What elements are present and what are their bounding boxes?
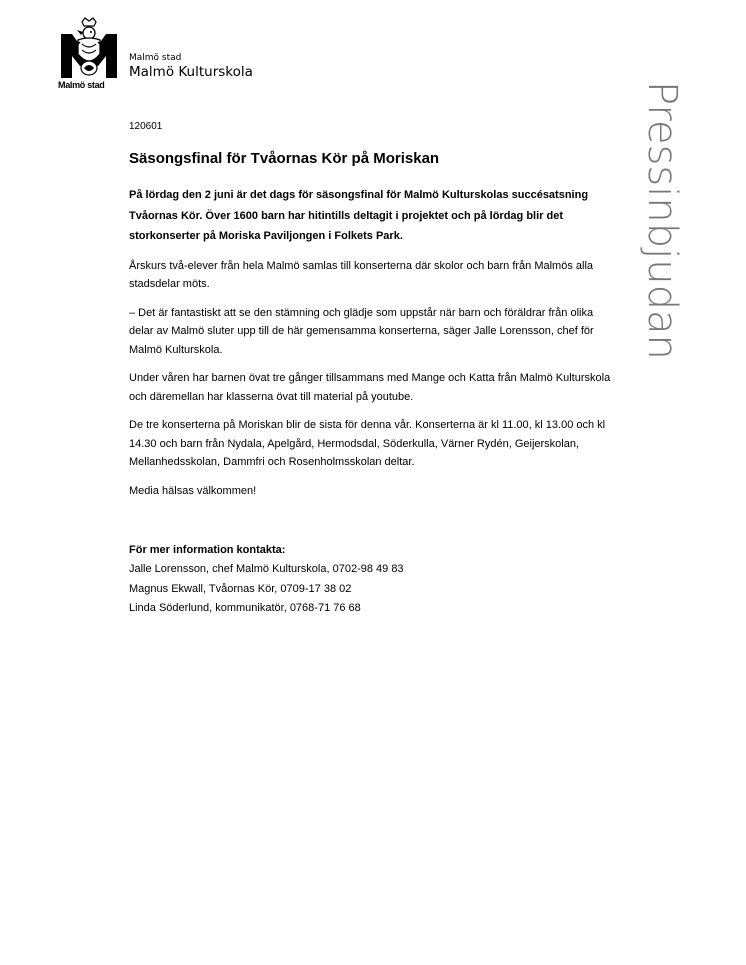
ingress: På lördag den 2 juni är det dags för säsongsfinal för Malmö Kulturskolas succésatsning Tvåornas Kör. Över 1600 barn har hitintills deltagit i projektet och på lördag blir det storkonserter på Moriska Paviljongen i Folkets Park.: [129, 189, 589, 242]
contact-heading: För mer information kontakta:: [129, 544, 286, 556]
document-type-label: Pressinbjudan: [639, 81, 685, 360]
press-release-body: [129, 121, 619, 619]
organization-header: [129, 53, 253, 80]
logo-wordmark: Malmö stad: [58, 80, 105, 90]
org-city: Malmö stad: [129, 53, 182, 63]
headline: Säsongsfinal för Tvåornas Kör på Moriskan: [129, 150, 440, 167]
org-department: Malmö Kulturskola: [129, 64, 253, 80]
paragraph: – Det är fantastiskt att se den stämning och glädje som uppstår när barn och föräldrar från olika delar av Malmö sluter upp till de här gemensamma konserterna, säger Jalle Lorensson, chef för Malmö Kulturskola.: [129, 306, 594, 356]
paragraph: Årskurs två-elever från hela Malmö samlas till konserterna där skolor och barn från Malmös alla stadsdelar möts.: [129, 259, 594, 290]
release-date: 120601: [129, 121, 163, 132]
contact-line: Jalle Lorensson, chef Malmö Kulturskola, 0702-98 49 83: [129, 563, 404, 575]
spacer: [129, 510, 619, 541]
paragraph: De tre konserterna på Moriskan blir de sista för denna vår. Konserterna är kl 11.00, kl 13.00 och kl 14.30 och barn från Nydala, Apelgård, Hermodsdal, Söderkulla, Värner Rydén, Geijerskolan, Mellanhedsskolan, Dammfri och Rosenholmsskolan deltar.: [129, 419, 606, 468]
contact-section: [129, 541, 619, 619]
malmo-stad-logo: [58, 16, 120, 92]
contact-line: Linda Söderlund, kommunikatör, 0768-71 76 68: [129, 602, 361, 614]
contact-line: Magnus Ekwall, Tvåornas Kör, 0709-17 38 02: [129, 582, 352, 595]
paragraph-closing: Media hälsas välkommen!: [129, 484, 257, 497]
paragraph: Under våren har barnen övat tre gånger tillsammans med Mange och Katta från Malmö Kulturskola och däremellan har klasserna övat till material på youtube.: [129, 372, 611, 403]
